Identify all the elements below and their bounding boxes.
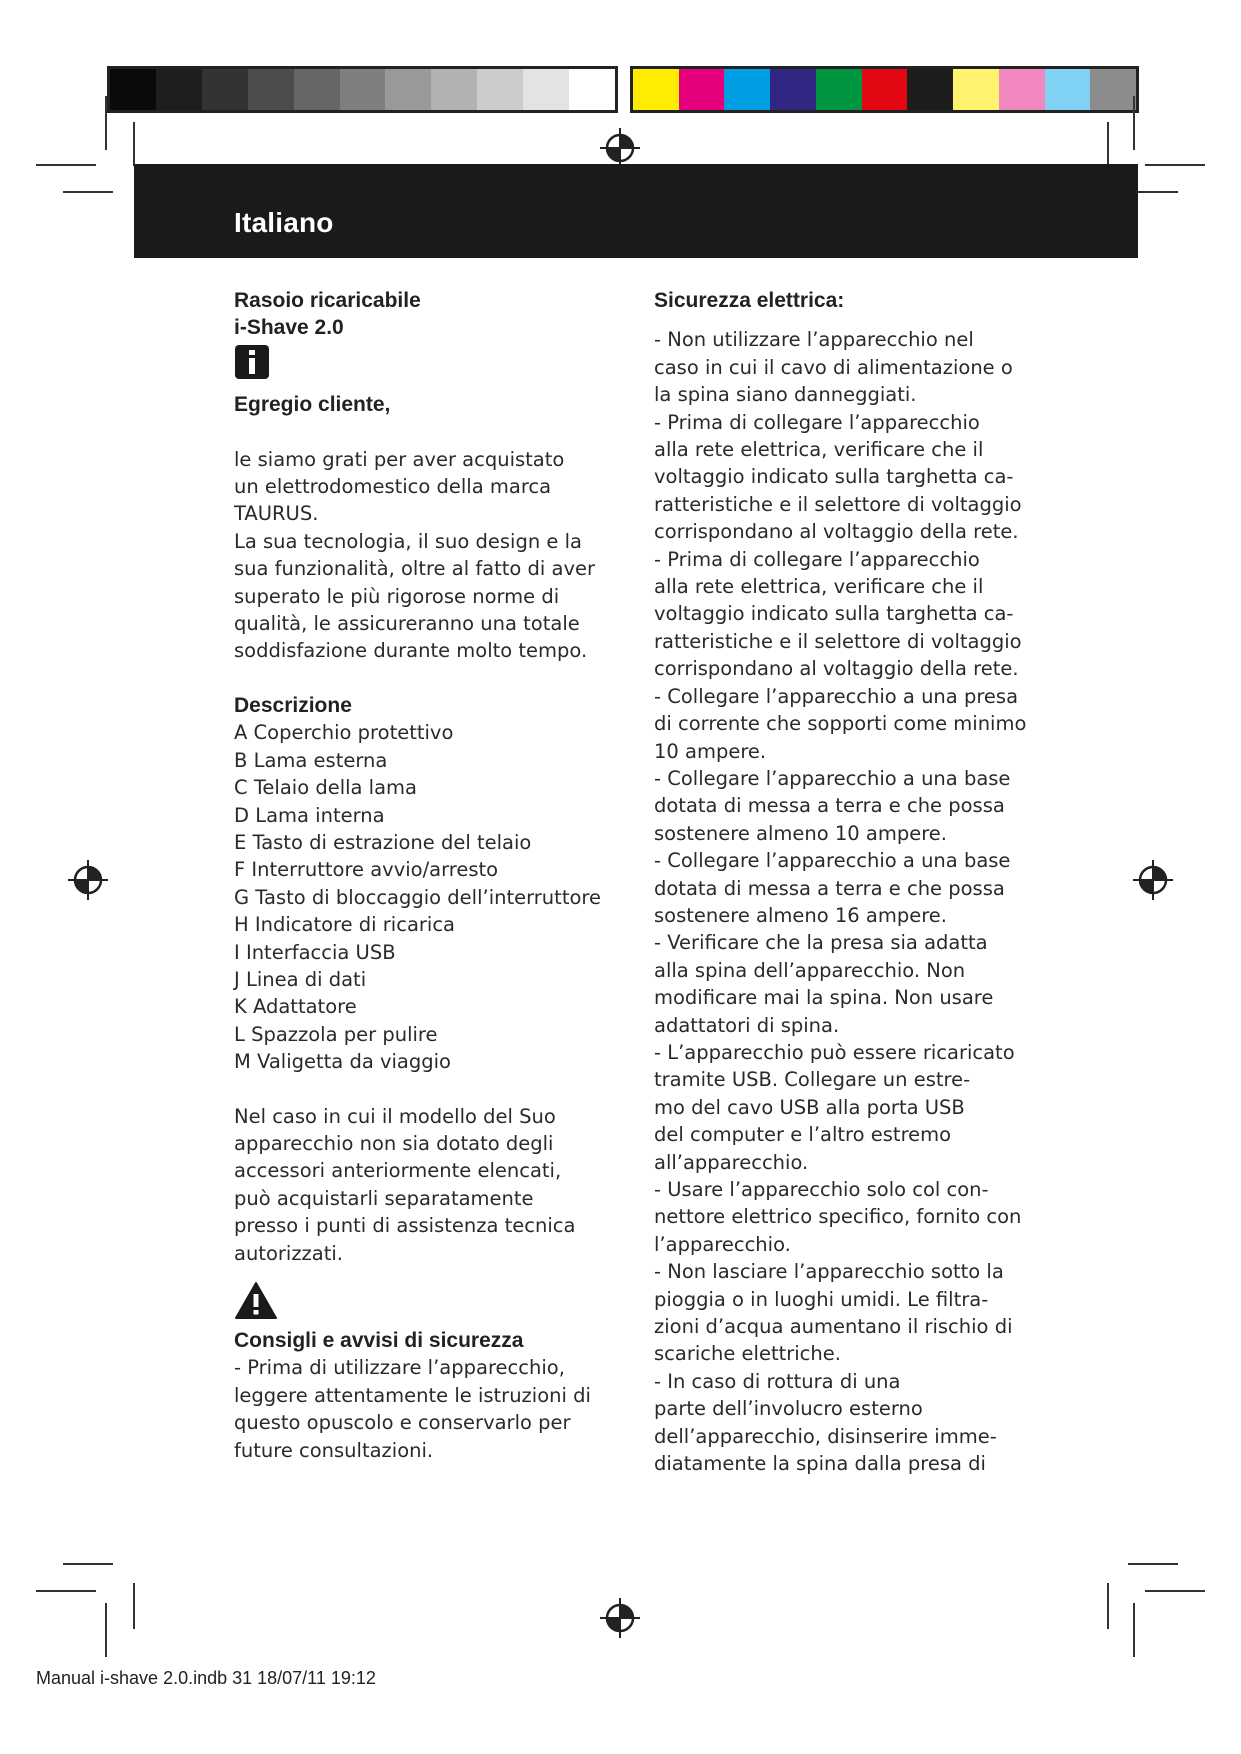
- list-item: H Indicatore di ricarica: [234, 913, 456, 937]
- color-swatch: [431, 69, 477, 110]
- text-line: dotata di messa a terra e che possa: [654, 876, 1005, 900]
- color-swatch: [953, 69, 999, 110]
- text-line: all’apparecchio.: [654, 1150, 809, 1174]
- color-swatch: [999, 69, 1045, 110]
- list-item: B Lama esterna: [234, 748, 388, 772]
- text-line: presso i punti di assistenza tecnica: [234, 1214, 576, 1238]
- crop-mark: [63, 1563, 113, 1565]
- text-line: adattatori di spina.: [654, 1013, 840, 1037]
- crop-mark: [133, 122, 135, 166]
- crop-mark: [1145, 1590, 1205, 1592]
- product-model: i-Shave 2.0: [234, 316, 344, 340]
- info-icon: [234, 344, 270, 380]
- text-line: - Collegare l’apparecchio a una presa: [654, 684, 1019, 708]
- text-line: tramite USB. Collegare un estre-: [654, 1068, 971, 1092]
- color-swatch: [202, 69, 248, 110]
- crop-mark: [63, 191, 113, 193]
- description-heading: Descrizione: [234, 693, 352, 717]
- color-swatch: [156, 69, 202, 110]
- color-swatch: [907, 69, 953, 110]
- text-line: corrispondano al voltaggio della rete.: [654, 657, 1019, 681]
- list-item: D Lama interna: [234, 803, 385, 827]
- warning-icon: [234, 1281, 278, 1321]
- print-slug: Manual i-shave 2.0.indb 31 18/07/11 19:12: [36, 1668, 376, 1688]
- list-item: A Coperchio protettivo: [234, 721, 454, 745]
- registration-mark-icon: [600, 1598, 640, 1638]
- color-swatch: [770, 69, 816, 110]
- text-line: zioni d’acqua aumentano il rischio di: [654, 1315, 1013, 1339]
- text-line: - Verificare che la presa sia adatta: [654, 931, 988, 955]
- intro-paragraph: [234, 446, 634, 665]
- text-line: - Non utilizzare l’apparecchio nel: [654, 328, 974, 352]
- text-line: TAURUS.: [234, 502, 319, 526]
- text-line: alla spina dell’apparecchio. Non: [654, 958, 966, 982]
- color-calibration-bar: [630, 66, 1139, 113]
- list-item: G Tasto di bloccaggio dell’interruttore: [234, 885, 601, 909]
- text-line: La sua tecnologia, il suo design e la: [234, 529, 582, 553]
- text-line: diatamente la spina dalla presa di: [654, 1452, 986, 1476]
- page-title: Italiano: [234, 207, 334, 238]
- text-line: alla rete elettrica, verificare che il: [654, 575, 984, 599]
- text-line: - Prima di utilizzare l’apparecchio,: [234, 1356, 565, 1380]
- list-item: F Interruttore avvio/arresto: [234, 858, 499, 882]
- color-swatch: [724, 69, 770, 110]
- text-line: la spina siano danneggiati.: [654, 383, 917, 407]
- color-swatch: [477, 69, 523, 110]
- grayscale-calibration-bar: [107, 66, 618, 113]
- color-swatch: [523, 69, 569, 110]
- list-item: E Tasto di estrazione del telaio: [234, 830, 532, 854]
- greeting: Egregio cliente,: [234, 393, 391, 417]
- text-line: pioggia o in luoghi umidi. Le filtra-: [654, 1287, 989, 1311]
- text-line: corrispondano al voltaggio della rete.: [654, 520, 1019, 544]
- text-line: parte dell’involucro esterno: [654, 1397, 923, 1421]
- accessories-paragraph: [234, 1103, 634, 1267]
- color-swatch: [1090, 69, 1136, 110]
- text-line: un elettrodomestico della marca: [234, 475, 552, 499]
- list-item: I Interfaccia USB: [234, 940, 396, 964]
- list-item: M Valigetta da viaggio: [234, 1050, 451, 1074]
- text-line: superato le più rigorose norme di: [234, 584, 560, 608]
- electrical-safety-heading: Sicurezza elettrica:: [654, 289, 845, 312]
- text-line: nettore elettrico specifico, fornito con: [654, 1205, 1022, 1229]
- text-line: accessori anteriormente elencati,: [234, 1159, 562, 1183]
- color-swatch: [294, 69, 340, 110]
- crop-mark: [1133, 96, 1135, 150]
- crop-mark: [133, 1583, 135, 1629]
- text-line: alla rete elettrica, verificare che il: [654, 438, 984, 462]
- text-line: - Usare l’apparecchio solo col con-: [654, 1178, 989, 1201]
- safety-paragraph: [234, 1354, 634, 1464]
- language-header-band: [134, 164, 1138, 258]
- text-line: qualità, le assicureranno una totale: [234, 612, 580, 636]
- text-line: del computer e l’altro estremo: [654, 1123, 952, 1147]
- text-line: - Collegare l’apparecchio a una base: [654, 766, 1011, 790]
- color-swatch: [340, 69, 386, 110]
- text-line: - L’apparecchio può essere ricaricato: [654, 1040, 1015, 1064]
- registration-mark-icon: [1133, 860, 1173, 900]
- color-swatch: [569, 69, 615, 110]
- text-line: sostenere almeno 16 ampere.: [654, 903, 947, 927]
- text-line: - Prima di collegare l’apparecchio: [654, 410, 980, 434]
- text-line: - Collegare l’apparecchio a una base: [654, 849, 1011, 873]
- text-line: sostenere almeno 10 ampere.: [654, 821, 947, 845]
- text-line: questo opuscolo e conservarlo per: [234, 1411, 571, 1435]
- product-name: Rasoio ricaricabile: [234, 289, 421, 312]
- text-line: caso in cui il cavo di alimentazione o: [654, 355, 1013, 379]
- crop-mark: [105, 1603, 107, 1657]
- crop-mark: [36, 164, 96, 166]
- color-swatch: [633, 69, 679, 110]
- registration-mark-icon: [600, 128, 640, 168]
- right-column: [654, 287, 1054, 1477]
- text-line: apparecchio non sia dotato degli: [234, 1131, 554, 1155]
- text-line: mo del cavo USB alla porta USB: [654, 1095, 965, 1119]
- text-line: soddisfazione durante molto tempo.: [234, 639, 588, 663]
- text-line: voltaggio indicato sulla targhetta ca-: [654, 465, 1014, 489]
- safety-heading: Consigli e avvisi di sicurezza: [234, 1329, 524, 1352]
- crop-mark: [1107, 1583, 1109, 1629]
- text-line: ratteristiche e il selettore di voltaggio: [654, 492, 1022, 516]
- left-column: [234, 287, 634, 1464]
- text-line: di corrente che sopporti come minimo: [654, 712, 1027, 736]
- registration-mark-icon: [68, 860, 108, 900]
- text-line: - Non lasciare l’apparecchio sotto la: [654, 1260, 1004, 1284]
- list-item: K Adattatore: [234, 995, 357, 1019]
- text-line: scariche elettriche.: [654, 1342, 841, 1366]
- color-swatch: [1045, 69, 1091, 110]
- crop-mark: [105, 96, 107, 150]
- text-line: 10 ampere.: [654, 739, 767, 763]
- color-swatch: [862, 69, 908, 110]
- crop-mark: [1128, 1563, 1178, 1565]
- text-line: sua funzionalità, oltre al fatto di aver: [234, 557, 596, 581]
- text-line: dell’apparecchio, disinserire imme-: [654, 1424, 997, 1448]
- text-line: ratteristiche e il selettore di voltaggio: [654, 629, 1022, 653]
- text-line: le siamo grati per aver acquistato: [234, 447, 565, 471]
- color-swatch: [679, 69, 725, 110]
- color-swatch: [385, 69, 431, 110]
- crop-mark: [36, 1590, 96, 1592]
- text-line: l’apparecchio.: [654, 1232, 791, 1256]
- text-line: leggere attentamente le istruzioni di: [234, 1383, 591, 1407]
- text-line: - Prima di collegare l’apparecchio: [654, 547, 980, 571]
- crop-mark: [1145, 164, 1205, 166]
- text-line: può acquistarli separatamente: [234, 1186, 534, 1210]
- crop-mark: [1133, 1603, 1135, 1657]
- text-line: - In caso di rottura di una: [654, 1369, 901, 1393]
- color-swatch: [248, 69, 294, 110]
- parts-list: [234, 719, 634, 1075]
- color-swatch: [110, 69, 156, 110]
- list-item: C Telaio della lama: [234, 776, 417, 800]
- text-line: autorizzati.: [234, 1241, 344, 1265]
- list-item: L Spazzola per pulire: [234, 1022, 438, 1046]
- text-line: future consultazioni.: [234, 1438, 434, 1462]
- list-item: J Linea di dati: [234, 967, 367, 991]
- text-line: Nel caso in cui il modello del Suo: [234, 1104, 556, 1128]
- text-line: dotata di messa a terra e che possa: [654, 794, 1005, 818]
- electrical-safety-text: [654, 326, 1054, 1477]
- text-line: voltaggio indicato sulla targhetta ca-: [654, 602, 1014, 626]
- color-swatch: [816, 69, 862, 110]
- text-line: modificare mai la spina. Non usare: [654, 986, 994, 1010]
